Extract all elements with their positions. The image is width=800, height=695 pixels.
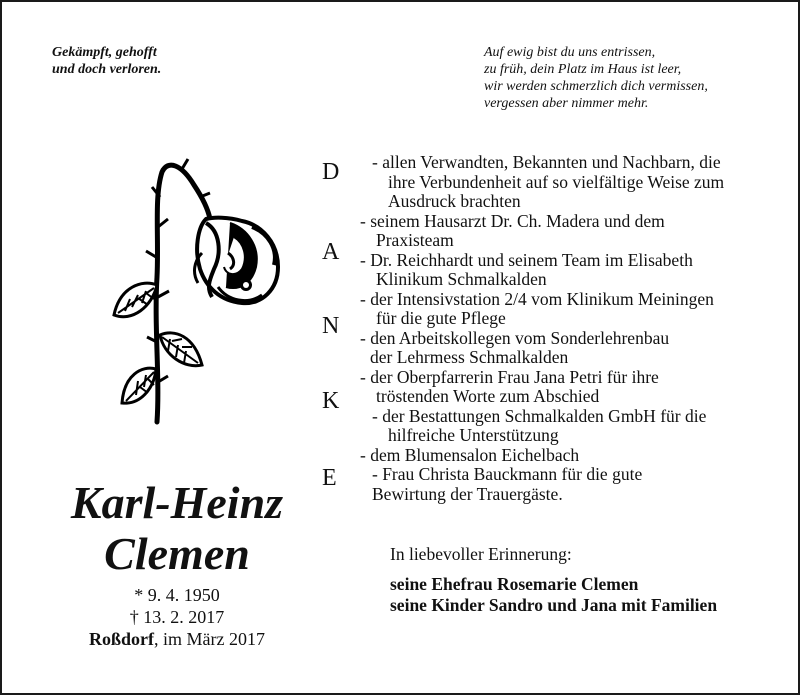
poem-line: Auf ewig bist du uns entrissen,: [484, 45, 656, 60]
place-date: [52, 628, 302, 650]
thanks-item: [354, 465, 774, 504]
deceased-last-name: Clemen: [104, 528, 250, 579]
thanks-item: [354, 329, 774, 368]
place-name: Roßdorf: [89, 629, 155, 649]
wilted-rose-icon: [102, 157, 287, 437]
death-date: † 13. 2. 2017: [129, 607, 225, 627]
thanks-item: [354, 290, 774, 329]
thanks-line: - den Arbeitskollegen vom Sonderlehrenbau: [360, 327, 670, 348]
family-line: seine Kinder Sandro und Jana mit Familien: [390, 595, 718, 615]
thanks-item: [354, 153, 774, 212]
thanks-item: [354, 368, 774, 407]
thanks-line: ihre Verbundenheit auf so vielfältige Weise zum: [388, 171, 725, 192]
thanks-line: - der Oberpfarrerin Frau Jana Petri für ihre: [360, 366, 659, 387]
thanks-line: tröstenden Worte zum Abschied: [376, 386, 600, 406]
thanks-line: - dem Blumensalon Eichelbach: [360, 444, 580, 465]
place-date-text: , im März 2017: [154, 629, 265, 649]
poem-line: zu früh, dein Platz im Haus ist leer,: [484, 62, 682, 77]
thanks-line: der Lehrmess Schmalkalden: [370, 347, 569, 367]
thanks-line: hilfreiche Unterstützung: [388, 425, 559, 445]
thanks-line: Klinikum Schmalkalden: [376, 269, 547, 289]
motto: [52, 44, 161, 78]
thanks-line: Bewirtung der Trauergäste.: [372, 483, 563, 504]
poem: [484, 44, 708, 112]
thanks-line: - der Bestattungen Schmalkalden GmbH für die: [372, 405, 707, 426]
family-line: seine Ehefrau Rosemarie Clemen: [390, 574, 639, 594]
thanks-line: - allen Verwandten, Bekannten und Nachbarn, die: [372, 152, 721, 172]
thanks-line: - Dr. Reichhardt und seinem Team im Elisabeth: [360, 249, 693, 270]
thanks-line: Ausdruck brachten: [388, 191, 521, 211]
poem-line: wir werden schmerzlich dich vermissen,: [484, 79, 708, 94]
danke-letter: D: [322, 159, 340, 185]
danke-letter: E: [322, 465, 337, 491]
thanks-item: [354, 407, 774, 446]
memory-label: In liebevoller Erinnerung:: [390, 544, 572, 564]
thanks-list: [354, 153, 774, 504]
thanks-line: Praxisteam: [376, 230, 454, 250]
poem-line: vergessen aber nimmer mehr.: [484, 96, 649, 111]
danke-letter: A: [322, 239, 340, 265]
thanks-item: [354, 212, 774, 251]
thanks-line: - Frau Christa Bauckmann für die gute: [372, 464, 643, 484]
thanks-line: - seinem Hausarzt Dr. Ch. Madera und dem: [360, 210, 665, 231]
thanks-item: [354, 251, 774, 290]
thanks-item: [354, 446, 774, 466]
thanks-line: - der Intensivstation 2/4 vom Klinikum Meiningen: [360, 288, 714, 309]
birth-date: * 9. 4. 1950: [134, 585, 220, 605]
family-signatures: [390, 574, 717, 616]
deceased-first-name: Karl-Heinz: [70, 477, 284, 528]
danke-letter: N: [322, 313, 340, 339]
motto-line: Gekämpft, gehofft: [52, 45, 157, 60]
danke-letter: K: [322, 388, 340, 414]
thanks-line: für die gute Pflege: [376, 308, 506, 328]
motto-line: und doch verloren.: [52, 62, 162, 77]
